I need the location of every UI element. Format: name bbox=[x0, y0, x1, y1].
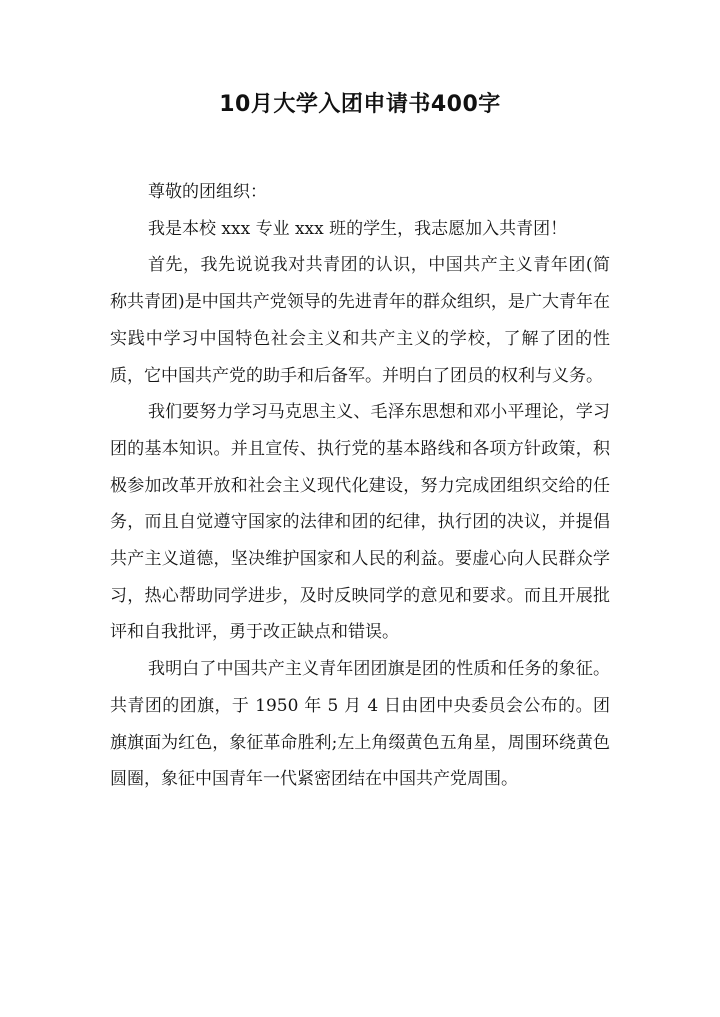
paragraph-commitment: 我们要努力学习马克思主义、毛泽东思想和邓小平理论，学习团的基本知识。并且宣传、执行党的基本路线和各项方针政策，积极参加改革开放和社会主义现代化建设，努力完成团组织交给的任务，而且自觉遵守国家的法律和团的纪律，执行团的决议，并提倡共产主义道德，坚决维护国家和人民的利益。要虚心向人民群众学习，热心帮助同学进步，及时反映同学的意见和要求。而且开展批评和自我批评，勇于改正缺点和错误。 bbox=[110, 402, 610, 643]
document-body bbox=[110, 174, 610, 798]
paragraph-flag: 我明白了中国共产主义青年团团旗是团的性质和任务的象征。共青团的团旗，于 1950 年 5 月 4 日由团中央委员会公布的。团旗旗面为红色，象征革命胜利;左上角缀黄色五角星，周围环绕黄色圆圈，象征中国青年一代紧密团结在中国共产党周围。 bbox=[110, 659, 610, 790]
salutation: 尊敬的团组织： bbox=[148, 182, 267, 202]
paragraph-understanding: 首先，我先说说我对共青团的认识，中国共产主义青年团(简称共青团)是中国共产党领导的先进青年的群众组织，是广大青年在实践中学习中国特色社会主义和共产主义的学校，了解了团的性质，它中国共产党的助手和后备军。并明白了团员的权利与义务。 bbox=[110, 255, 610, 386]
document-title: 10月大学入团申请书400字 bbox=[219, 92, 501, 117]
paragraph-intro: 我是本校 xxx 专业 xxx 班的学生，我志愿加入共青团！ bbox=[148, 218, 568, 239]
